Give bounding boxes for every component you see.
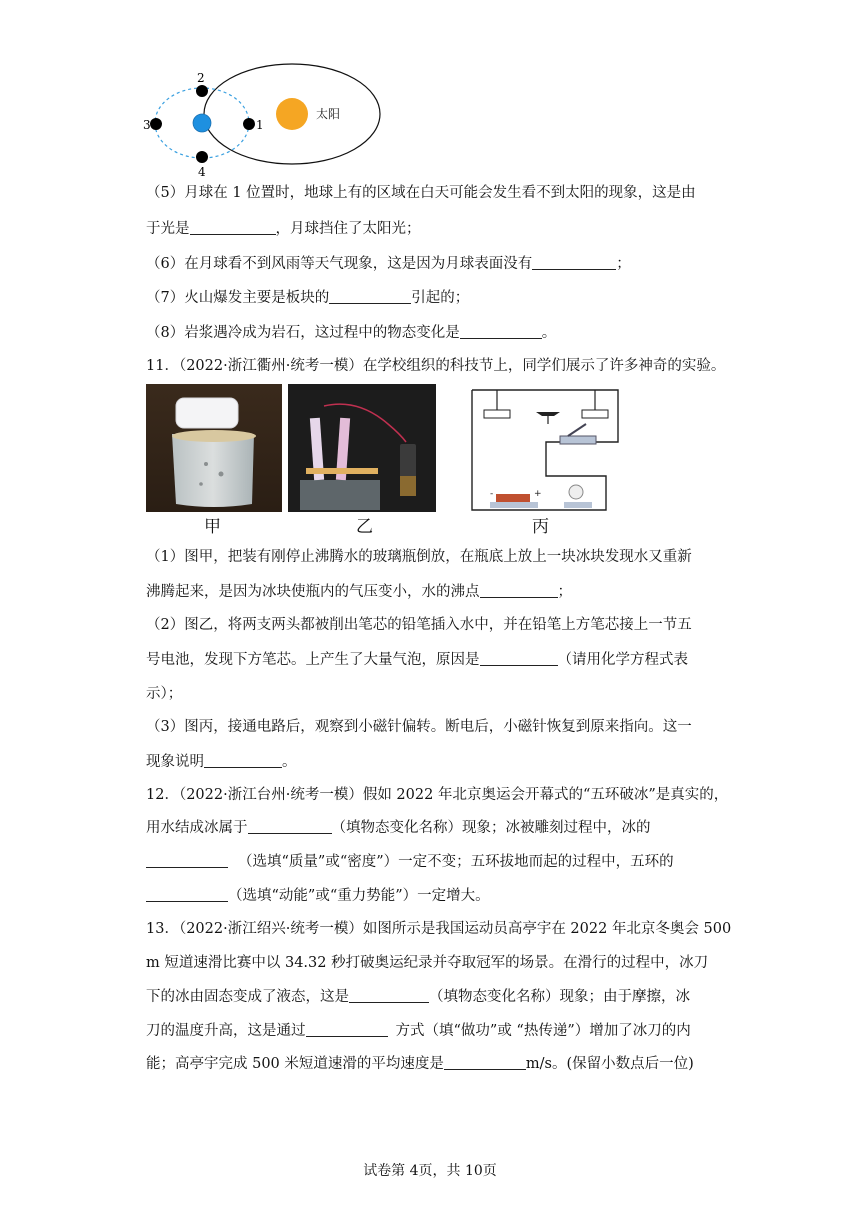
sun-label: 太阳 (316, 107, 341, 121)
text: （选填“动能”或“重力势能”）一定增大。 (228, 888, 490, 904)
text: 。 (282, 754, 297, 770)
position-label-4: 4 (198, 165, 206, 179)
sun (276, 98, 308, 130)
text: （7）火山爆发主要是板块的 (146, 290, 330, 306)
q12-line3 (146, 851, 674, 873)
text: （6）在月球看不到风雨等天气现象，这是因为月球表面没有 (146, 256, 533, 272)
position-label-2: 2 (197, 71, 205, 85)
svg-text:+: + (534, 489, 542, 499)
q11-stem: 11．（2022·浙江衢州·统考一模）在学校组织的科技节上，同学们展示了许多神奇的实验。 (146, 358, 726, 374)
figure-caption-bing: 丙 (532, 517, 549, 537)
text: 方式（填“做功”或 “热传递”）增加了冰刀的内 (395, 1023, 691, 1039)
q13-line2: m 短道速滑比赛中以 34.32 秒打破奥运纪录并夺取冠军的场景。在滑行的过程中，冰刀 (146, 955, 709, 971)
q11-sub2-line3: 示）； (146, 686, 183, 702)
text: ； (616, 256, 631, 272)
text: m/s。(保留小数点后一位) (525, 1056, 694, 1072)
orbit-diagram (140, 62, 390, 182)
q11-sub2-line2 (146, 649, 688, 671)
q13-line4 (146, 1020, 691, 1042)
text: （8）岩浆遇冷成为岩石，这过程中的物态变化是 (146, 325, 460, 341)
q11-sub2-line1: （2）图乙，将两支两头都被削出笔芯的铅笔插入水中，并在铅笔上方笔芯接上一节五 (146, 617, 692, 633)
figure-bing-circuit (468, 384, 628, 514)
answer-blank[interactable] (532, 254, 616, 270)
text: 刀的温度升高，这是通过 (146, 1023, 306, 1039)
answer-blank[interactable] (248, 818, 332, 834)
answer-blank[interactable] (480, 582, 558, 598)
text: （填物态变化名称）现象；冰被雕刻过程中，冰的 (331, 820, 651, 836)
q12-line4 (146, 885, 490, 907)
moon-position-3 (150, 118, 162, 130)
text: 。 (541, 325, 557, 341)
text: 于光是 (146, 221, 190, 237)
figure-caption-yi: 乙 (356, 517, 373, 537)
q10-sub5-line2 (146, 218, 421, 240)
answer-blank[interactable] (146, 886, 228, 902)
text: 现象说明 (146, 754, 204, 770)
moon-position-2 (196, 85, 208, 97)
text: （请用化学方程式表 (557, 652, 688, 668)
text: （选填“质量”或“密度”）一定不变；五环拔地而起的过程中，五环的 (238, 854, 674, 870)
figure-jia-photo (146, 384, 282, 512)
answer-blank[interactable] (480, 650, 558, 666)
text: 号电池，发现下方笔芯。上产生了大量气泡，原因是 (146, 652, 480, 668)
answer-blank[interactable] (460, 323, 542, 339)
q13-line1: 13．（2022·浙江绍兴·统考一模）如图所示是我国运动员高亭宇在 2022 年北京冬奥会 500 (146, 921, 732, 937)
figure-caption-jia: 甲 (204, 517, 221, 537)
q10-sub8 (146, 322, 556, 344)
answer-blank[interactable] (146, 852, 228, 868)
text: （填物态变化名称）现象；由于摩擦，冰 (429, 989, 690, 1005)
q12-line1: 12．（2022·浙江台州·统考一模）假如 2022 年北京奥运会开幕式的“五环破冰”是真实的， (146, 787, 729, 803)
moon-position-1 (243, 118, 255, 130)
text: 引起的； (411, 290, 470, 306)
q10-sub5-line1: （5）月球在 1 位置时，地球上有的区域在白天可能会发生看不到太阳的现象，这是由 (146, 185, 696, 201)
position-label-3: 3 (143, 118, 151, 132)
q11-sub1-line2 (146, 581, 572, 603)
answer-blank[interactable] (444, 1054, 526, 1070)
answer-blank[interactable] (204, 752, 282, 768)
page-footer: 试卷第 4页，共 10页 (363, 1163, 497, 1179)
text: ； (557, 584, 572, 600)
text: 下的冰由固态变成了液态，这是 (146, 989, 349, 1005)
text: ，月球挡住了太阳光； (275, 221, 421, 237)
svg-text:-: - (490, 489, 494, 499)
q11-sub3-line1: （3）图丙，接通电路后，观察到小磁针偏转。断电后，小磁针恢复到原来指向。这一 (146, 719, 692, 735)
q11-sub1-line1: （1）图甲，把装有刚停止沸腾水的玻璃瓶倒放，在瓶底上放上一块冰块发现水又重新 (146, 549, 692, 565)
text: 用水结成冰属于 (146, 820, 248, 836)
q10-sub7 (146, 287, 469, 309)
position-label-1: 1 (256, 118, 264, 132)
answer-blank[interactable] (329, 288, 411, 304)
q12-line2 (146, 817, 651, 839)
answer-blank[interactable] (190, 219, 276, 235)
earth (193, 114, 211, 132)
answer-blank[interactable] (306, 1021, 388, 1037)
figure-yi-photo (288, 384, 436, 512)
q13-line3 (146, 986, 690, 1008)
answer-blank[interactable] (349, 987, 429, 1003)
q10-sub6 (146, 253, 631, 275)
q11-sub3-line2 (146, 751, 297, 773)
q13-line5 (146, 1053, 694, 1075)
text: 沸腾起来，是因为冰块使瓶内的气压变小，水的沸点 (146, 584, 480, 600)
text: 能；高亭宇完成 500 米短道速滑的平均速度是 (146, 1056, 444, 1072)
moon-position-4 (196, 151, 208, 163)
